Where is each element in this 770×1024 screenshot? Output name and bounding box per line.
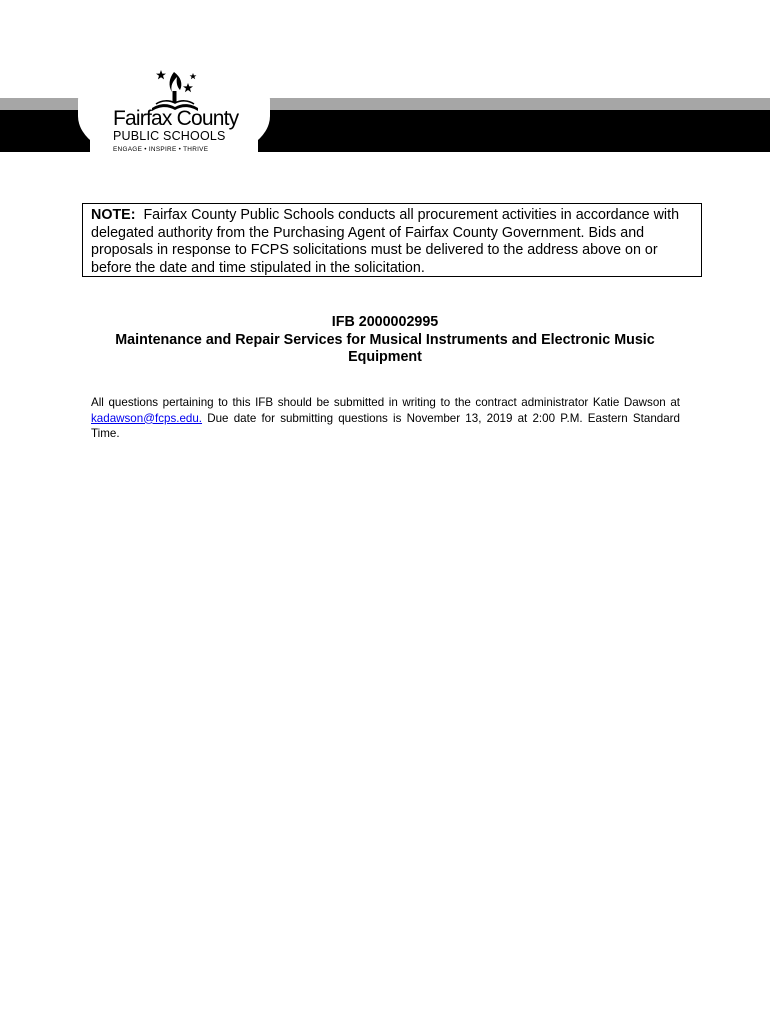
solicitation-title	[90, 314, 680, 367]
logo-subtitle: PUBLIC SCHOOLS	[113, 129, 226, 143]
torch-stars-icon	[150, 66, 200, 112]
note-label: NOTE:	[91, 207, 136, 223]
questions-text-after: Due date for submitting questions is November 13, 2019 at 2:00 P.M. Eastern Standard Time.	[91, 411, 680, 441]
header-black-band-left	[0, 110, 90, 152]
logo-name: Fairfax County	[113, 107, 239, 130]
header-gray-stripe-left	[0, 98, 90, 110]
questions-paragraph	[91, 395, 680, 442]
header-black-band-right	[258, 110, 770, 152]
ifb-number: IFB 2000002995	[331, 314, 439, 330]
note-box	[82, 203, 702, 277]
ifb-description: Maintenance and Repair Services for Musical Instruments and Electronic Music Equipment	[115, 331, 655, 365]
header-gray-stripe-right	[258, 98, 770, 110]
logo-tagline: ENGAGE • INSPIRE • THRIVE	[113, 146, 209, 153]
questions-text-before: All questions pertaining to this IFB should be submitted in writing to the contract administrator Katie Dawson at	[91, 396, 680, 409]
contact-email-link[interactable]: kadawson@fcps.edu.	[91, 411, 203, 425]
note-text: Fairfax County Public Schools conducts all procurement activities in accordance with delegated authority from the Purchasing Agent of Fairfax County Government. Bids and proposals in response to FCPS solicitations must be delivered to the address above on or before the date and time stipulated in the solicitation.	[91, 207, 680, 277]
